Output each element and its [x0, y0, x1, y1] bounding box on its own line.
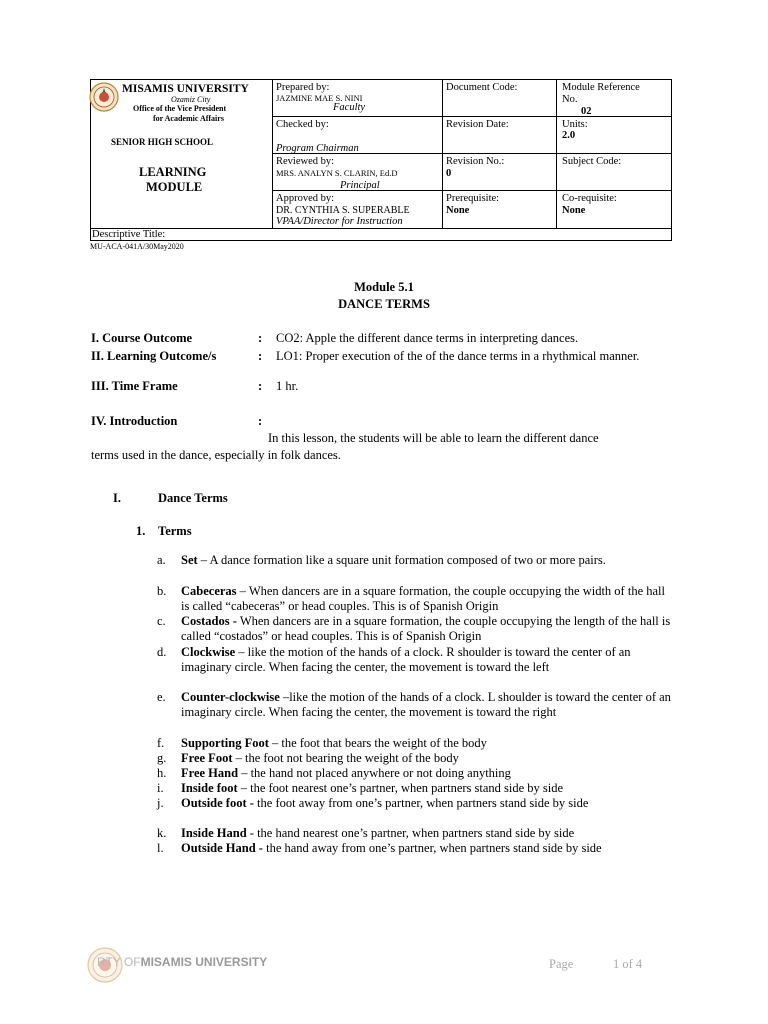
subject-code-label: Subject Code: — [562, 156, 622, 167]
module-ref-value: 02 — [581, 106, 592, 117]
term-letter: d. — [157, 645, 167, 659]
checked-by-role: Program Chairman — [276, 143, 359, 154]
office-line-2: for Academic Affairs — [153, 114, 224, 123]
term-description: the foot away from one’s partner, when partners stand side by side — [253, 796, 589, 810]
approved-by-label: Approved by: — [276, 193, 335, 204]
term-item — [181, 781, 671, 796]
revision-date-label: Revision Date: — [446, 119, 509, 130]
footer-property — [97, 955, 267, 969]
introduction-label: IV. Introduction — [91, 414, 178, 428]
prerequisite-value: None — [446, 205, 470, 216]
units-value: 2.0 — [562, 130, 576, 141]
term-item — [181, 751, 671, 766]
term-letter: f. — [157, 736, 165, 750]
term-description: –like the motion of the hands of a clock. L shoulder is toward the center of an imaginary circle. When facing the center, the movement is toward the right — [181, 690, 671, 719]
subsection-number: 1. — [136, 524, 146, 538]
module-type-line-1: LEARNING — [139, 165, 207, 179]
checked-by-label: Checked by: — [276, 119, 329, 130]
approved-by-role: VPAA/Director for Instruction — [276, 216, 403, 227]
reviewed-by-role: Principal — [340, 180, 380, 191]
university-city: Ozamiz City — [171, 95, 211, 104]
term-letter: e. — [157, 690, 166, 704]
section-title: Dance Terms — [158, 491, 228, 505]
school-name: SENIOR HIGH SCHOOL — [111, 137, 214, 147]
term-item — [181, 736, 671, 751]
reviewed-by-name: MRS. ANALYN S. CLARIN, Ed.D — [276, 168, 398, 178]
term-name: Inside foot — [181, 781, 238, 795]
term-description: – the foot not bearing the weight of the body — [232, 751, 459, 765]
footer-university: MISAMIS UNIVERSITY — [140, 955, 268, 969]
term-letter: c. — [157, 614, 166, 628]
term-name: Costados - — [181, 614, 237, 628]
term-name: Outside Hand - — [181, 841, 263, 855]
term-letter: h. — [157, 766, 167, 780]
module-number: Module 5.1 — [354, 280, 414, 294]
term-item — [181, 690, 671, 720]
term-name: Clockwise — [181, 645, 236, 659]
term-item — [181, 826, 671, 841]
introduction-colon: : — [258, 414, 263, 428]
prepared-by-name: JAZMINE MAE S. NINI — [276, 93, 363, 103]
module-ref-label-2: No. — [562, 94, 578, 105]
section-numeral: I. — [113, 491, 121, 505]
time-frame-colon: : — [258, 379, 263, 393]
module-ref-label-1: Module Reference — [562, 82, 640, 93]
term-item — [181, 614, 671, 644]
term-item — [181, 796, 671, 811]
term-letter: a. — [157, 553, 166, 567]
learning-outcome-label: II. Learning Outcome/s — [91, 349, 217, 363]
time-frame-value: 1 hr. — [276, 379, 299, 393]
term-description: – like the motion of the hands of a clock. R shoulder is toward the center of an imaginary circle. When facing the center, the movement is toward the left — [181, 645, 631, 674]
module-title: DANCE TERMS — [338, 297, 430, 311]
learning-outcome-colon: : — [258, 349, 263, 363]
course-outcome-label: I. Course Outcome — [91, 331, 193, 345]
introduction-line-2: terms used in the dance, especially in folk dances. — [91, 448, 341, 462]
prerequisite-label: Prerequisite: — [446, 193, 500, 204]
learning-outcome-value: LO1: Proper execution of the of the dance terms in a rhythmical manner. — [276, 349, 640, 363]
term-item — [181, 553, 671, 568]
footer-page-number: 1 of 4 — [613, 957, 643, 971]
units-label: Units: — [562, 119, 588, 130]
university-name: MISAMIS UNIVERSITY — [122, 83, 249, 95]
term-description: – the foot nearest one’s partner, when partners stand side by side — [237, 781, 564, 795]
term-item — [181, 584, 671, 614]
office-line-1: Office of the Vice President — [133, 104, 227, 113]
term-item — [181, 841, 671, 856]
term-item — [181, 766, 671, 781]
term-name: Set — [181, 553, 198, 567]
term-letter: b. — [157, 584, 167, 598]
term-description: – A dance formation like a square unit formation composed of two or more pairs. — [197, 553, 606, 567]
reviewed-by-label: Reviewed by: — [276, 156, 335, 167]
term-name: Supporting Foot — [181, 736, 269, 750]
course-outcome-value: CO2: Apple the different dance terms in interpreting dances. — [276, 331, 579, 345]
term-name: Counter-clockwise — [181, 690, 280, 704]
term-item — [181, 645, 671, 675]
time-frame-label: III. Time Frame — [91, 379, 178, 393]
term-description: the hand away from one’s partner, when partners stand side by side — [262, 841, 602, 855]
module-type-line-2: MODULE — [146, 180, 203, 194]
term-name: Inside Hand — [181, 826, 247, 840]
corequisite-label: Co-requisite: — [562, 193, 617, 204]
term-description: When dancers are in a square formation, the couple occupying the length of the hall is called “costados” or head couples. This is of Spanish Origin — [181, 614, 671, 643]
term-description: – When dancers are in a square formation, the couple occupying the width of the hall is called “cabeceras” or head couples. This is of Spanish Origin — [181, 584, 665, 613]
term-name: Cabeceras — [181, 584, 237, 598]
term-letter: l. — [157, 841, 164, 855]
term-letter: j. — [157, 796, 164, 810]
term-name: Outside foot - — [181, 796, 254, 810]
introduction-line-1: In this lesson, the students will be able to learn the different dance — [268, 431, 599, 445]
footer-page-label: Page — [549, 957, 574, 971]
document-code-label: Document Code: — [446, 82, 518, 93]
term-name: Free Hand — [181, 766, 239, 780]
form-code: MU-ACA-041A/30May2020 — [90, 242, 184, 251]
prepared-by-label: Prepared by: — [276, 82, 330, 93]
term-description: - the hand nearest one’s partner, when partners stand side by side — [246, 826, 575, 840]
term-name: Free Foot — [181, 751, 233, 765]
term-letter: g. — [157, 751, 167, 765]
term-description: – the hand not placed anywhere or not doing anything — [238, 766, 511, 780]
descriptive-title-label: Descriptive Title: — [92, 229, 166, 240]
revision-no-value: 0 — [446, 168, 452, 179]
university-seal-icon — [89, 82, 119, 112]
revision-no-label: Revision No.: — [446, 156, 505, 167]
course-outcome-colon: : — [258, 331, 263, 345]
prepared-by-role: Faculty — [333, 102, 366, 113]
corequisite-value: None — [562, 205, 586, 216]
approved-by-name: DR. CYNTHIA S. SUPERABLE — [276, 205, 410, 216]
term-letter: k. — [157, 826, 167, 840]
subsection-title: Terms — [158, 524, 192, 538]
footer-property-text: RTY OF — [97, 955, 141, 969]
term-description: – the foot that bears the weight of the body — [268, 736, 487, 750]
term-letter: i. — [157, 781, 164, 795]
